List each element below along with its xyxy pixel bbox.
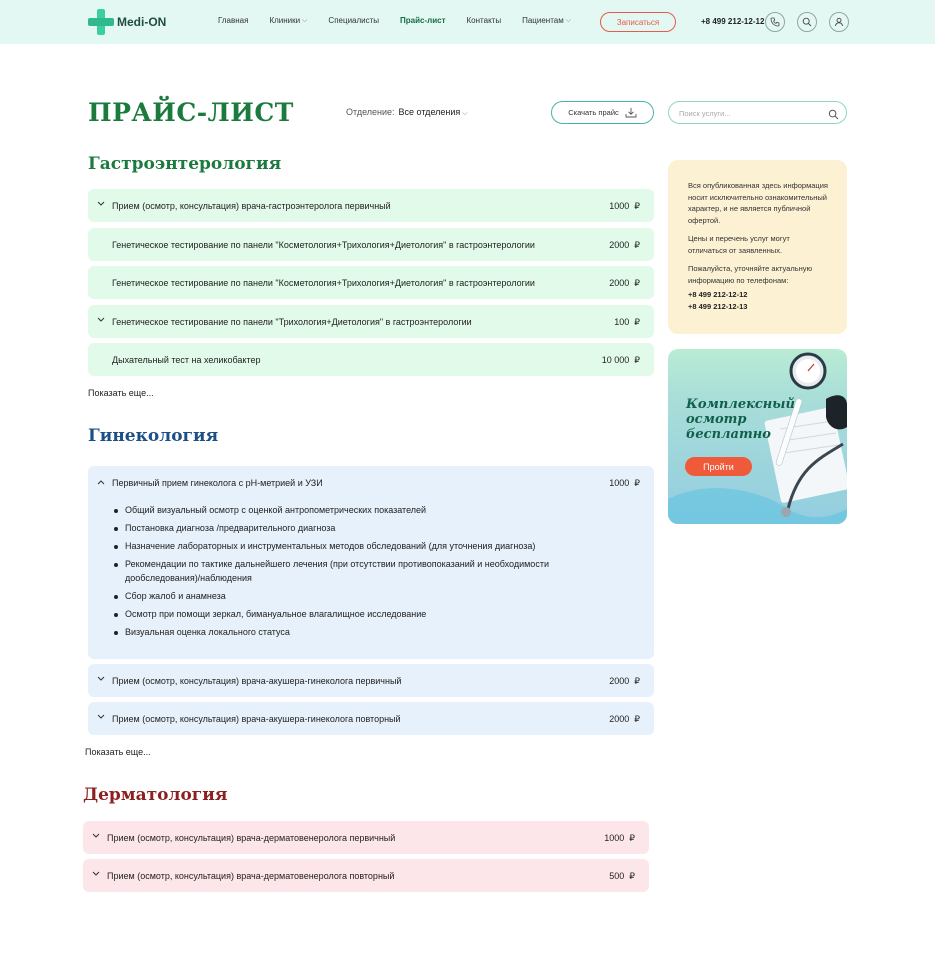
nav-item[interactable] <box>218 16 248 25</box>
chevron-up-icon[interactable] <box>97 479 105 485</box>
site-header <box>0 0 935 44</box>
info-text: Цены и перечень услуг могут отличаться от заявленных. <box>688 234 790 255</box>
service-detail-item: Сбор жалоб и анамнеза <box>111 590 581 604</box>
show-more-link[interactable]: Показать еще... <box>88 388 154 398</box>
header-search-button[interactable] <box>797 12 817 32</box>
service-row[interactable] <box>83 821 649 854</box>
service-price: 1000 ₽ <box>604 833 635 843</box>
nav-item[interactable] <box>269 16 307 25</box>
service-row[interactable] <box>88 664 654 697</box>
header-phone[interactable]: +8 499 212-12-12 <box>701 17 765 26</box>
nav-item-label: Прайс-лист <box>400 16 446 25</box>
service-price: 10 000 ₽ <box>601 355 640 365</box>
section-title-gastro: Гастроэнтерология <box>88 154 282 174</box>
logo-text: Medi-ON <box>117 15 167 29</box>
chevron-down-icon[interactable] <box>97 714 105 720</box>
chevron-down-icon[interactable] <box>97 676 105 682</box>
chevron-down-icon: ⌵ <box>302 16 308 24</box>
page-title: ПРАЙС-ЛИСТ <box>88 98 294 127</box>
service-detail-item: Общий визуальный осмотр с оценкой антропометрических показателей <box>111 504 581 518</box>
service-search[interactable] <box>668 101 847 124</box>
chevron-down-icon[interactable] <box>97 201 105 207</box>
nav-item-label: Главная <box>218 16 249 25</box>
service-row[interactable] <box>83 859 649 892</box>
service-row[interactable] <box>88 343 654 376</box>
nav-item-label: Пациентам <box>522 16 564 25</box>
download-price-button[interactable] <box>551 101 654 124</box>
service-price: 2000 ₽ <box>609 240 640 250</box>
user-icon <box>834 17 844 27</box>
chevron-down-icon[interactable] <box>92 871 100 877</box>
service-detail-item: Постановка диагноза /предварительного диагноза <box>111 522 581 536</box>
service-row[interactable] <box>88 702 654 735</box>
service-row[interactable] <box>88 228 654 261</box>
info-phone[interactable]: +8 499 212-12-13 <box>688 301 748 311</box>
info-card <box>668 160 847 334</box>
nav-item[interactable] <box>522 16 571 25</box>
section-title-derma: Дерматология <box>83 785 228 805</box>
search-icon <box>802 17 812 27</box>
service-detail-item: Осмотр при помощи зеркал, бимануальное влагалищное исследование <box>111 608 581 622</box>
info-text: Вся опубликованная здесь информация носит исключительно ознакомительный характер, и не является публичной офертой. <box>688 181 828 225</box>
chevron-down-icon[interactable] <box>92 833 100 839</box>
service-name: Прием (осмотр, консультация) врача-гастроэнтеролога первичный <box>112 201 391 211</box>
download-icon <box>625 107 637 118</box>
phone-button[interactable] <box>765 12 785 32</box>
logo[interactable] <box>88 9 166 35</box>
department-value[interactable]: Все отделения <box>398 107 461 117</box>
section-title-gyneco: Гинекология <box>88 426 219 446</box>
search-submit[interactable] <box>828 107 839 125</box>
service-price: 100 ₽ <box>614 317 640 327</box>
service-name: Генетическое тестирование по панели "Трихология+Диетология" в гастроэнтерологии <box>112 317 472 327</box>
show-more-link[interactable]: Показать еще... <box>85 747 151 757</box>
promo-button[interactable]: Пройти <box>685 457 752 476</box>
signup-button[interactable]: Записаться <box>600 12 676 32</box>
service-details-list <box>111 504 581 644</box>
service-price: 1000 ₽ <box>609 478 640 488</box>
service-name: Первичный прием гинеколога с pH-метрией и УЗИ <box>112 478 323 488</box>
info-phone[interactable]: +8 499 212-12-12 <box>688 290 748 299</box>
service-price: 500 ₽ <box>609 871 635 881</box>
nav-item-label: Контакты <box>466 16 502 25</box>
account-button[interactable] <box>829 12 849 32</box>
promo-banner[interactable] <box>668 349 847 524</box>
service-price: 2000 ₽ <box>609 714 640 724</box>
chevron-down-icon: ⌵ <box>565 16 572 24</box>
nav-item-label: Специалисты <box>328 16 380 25</box>
department-label: Отделение: <box>346 107 395 117</box>
search-icon <box>828 109 839 120</box>
service-name: Прием (осмотр, консультация) врача-дерматовенеролога повторный <box>107 871 395 881</box>
logo-cross-icon <box>88 9 114 35</box>
service-row[interactable] <box>88 305 654 338</box>
service-detail-item: Назначение лабораторных и инструментальных методов обследований (для уточнения диагноза) <box>111 540 581 554</box>
info-text: Пожалуйста, уточняйте актуальную информацию по телефонам: <box>688 264 813 285</box>
nav-item[interactable] <box>400 16 445 25</box>
service-detail-item: Визуальная оценка локального статуса <box>111 626 581 640</box>
nav-item-label: Клиники <box>269 16 301 25</box>
service-price: 2000 ₽ <box>609 278 640 288</box>
service-name: Дыхательный тест на хеликобактер <box>112 355 261 365</box>
department-filter[interactable] <box>346 107 468 118</box>
service-name: Прием (осмотр, консультация) врача-дерматовенеролога первичный <box>107 833 396 843</box>
nav-item[interactable] <box>467 16 502 25</box>
service-row[interactable] <box>88 266 654 299</box>
expanded-service-row[interactable] <box>88 466 654 659</box>
service-name: Прием (осмотр, консультация) врача-акушера-гинеколога первичный <box>112 676 402 686</box>
service-row[interactable] <box>88 189 654 222</box>
chevron-down-icon[interactable] <box>97 317 105 323</box>
chevron-down-icon: ⌵ <box>462 110 468 117</box>
nav-item[interactable] <box>328 16 379 25</box>
service-name: Прием (осмотр, консультация) врача-акушера-гинеколога повторный <box>112 714 401 724</box>
service-detail-item: Рекомендации по тактике дальнейшего лечения (при отсутствии противопоказаний и необходимости дообследования)/наблюдения <box>111 558 581 585</box>
service-price: 1000 ₽ <box>609 201 640 211</box>
service-price: 2000 ₽ <box>609 676 640 686</box>
service-name: Генетическое тестирование по панели "Косметология+Трихология+Диетология" в гастроэнтерологии <box>112 278 535 288</box>
phone-icon <box>770 17 780 27</box>
main-nav <box>218 16 592 25</box>
service-name: Генетическое тестирование по панели "Косметология+Трихология+Диетология" в гастроэнтерологии <box>112 240 535 250</box>
search-input[interactable] <box>679 107 819 119</box>
promo-title: Комплексный осмотр бесплатно <box>686 397 795 442</box>
download-label: Скачать прайс <box>568 108 619 117</box>
